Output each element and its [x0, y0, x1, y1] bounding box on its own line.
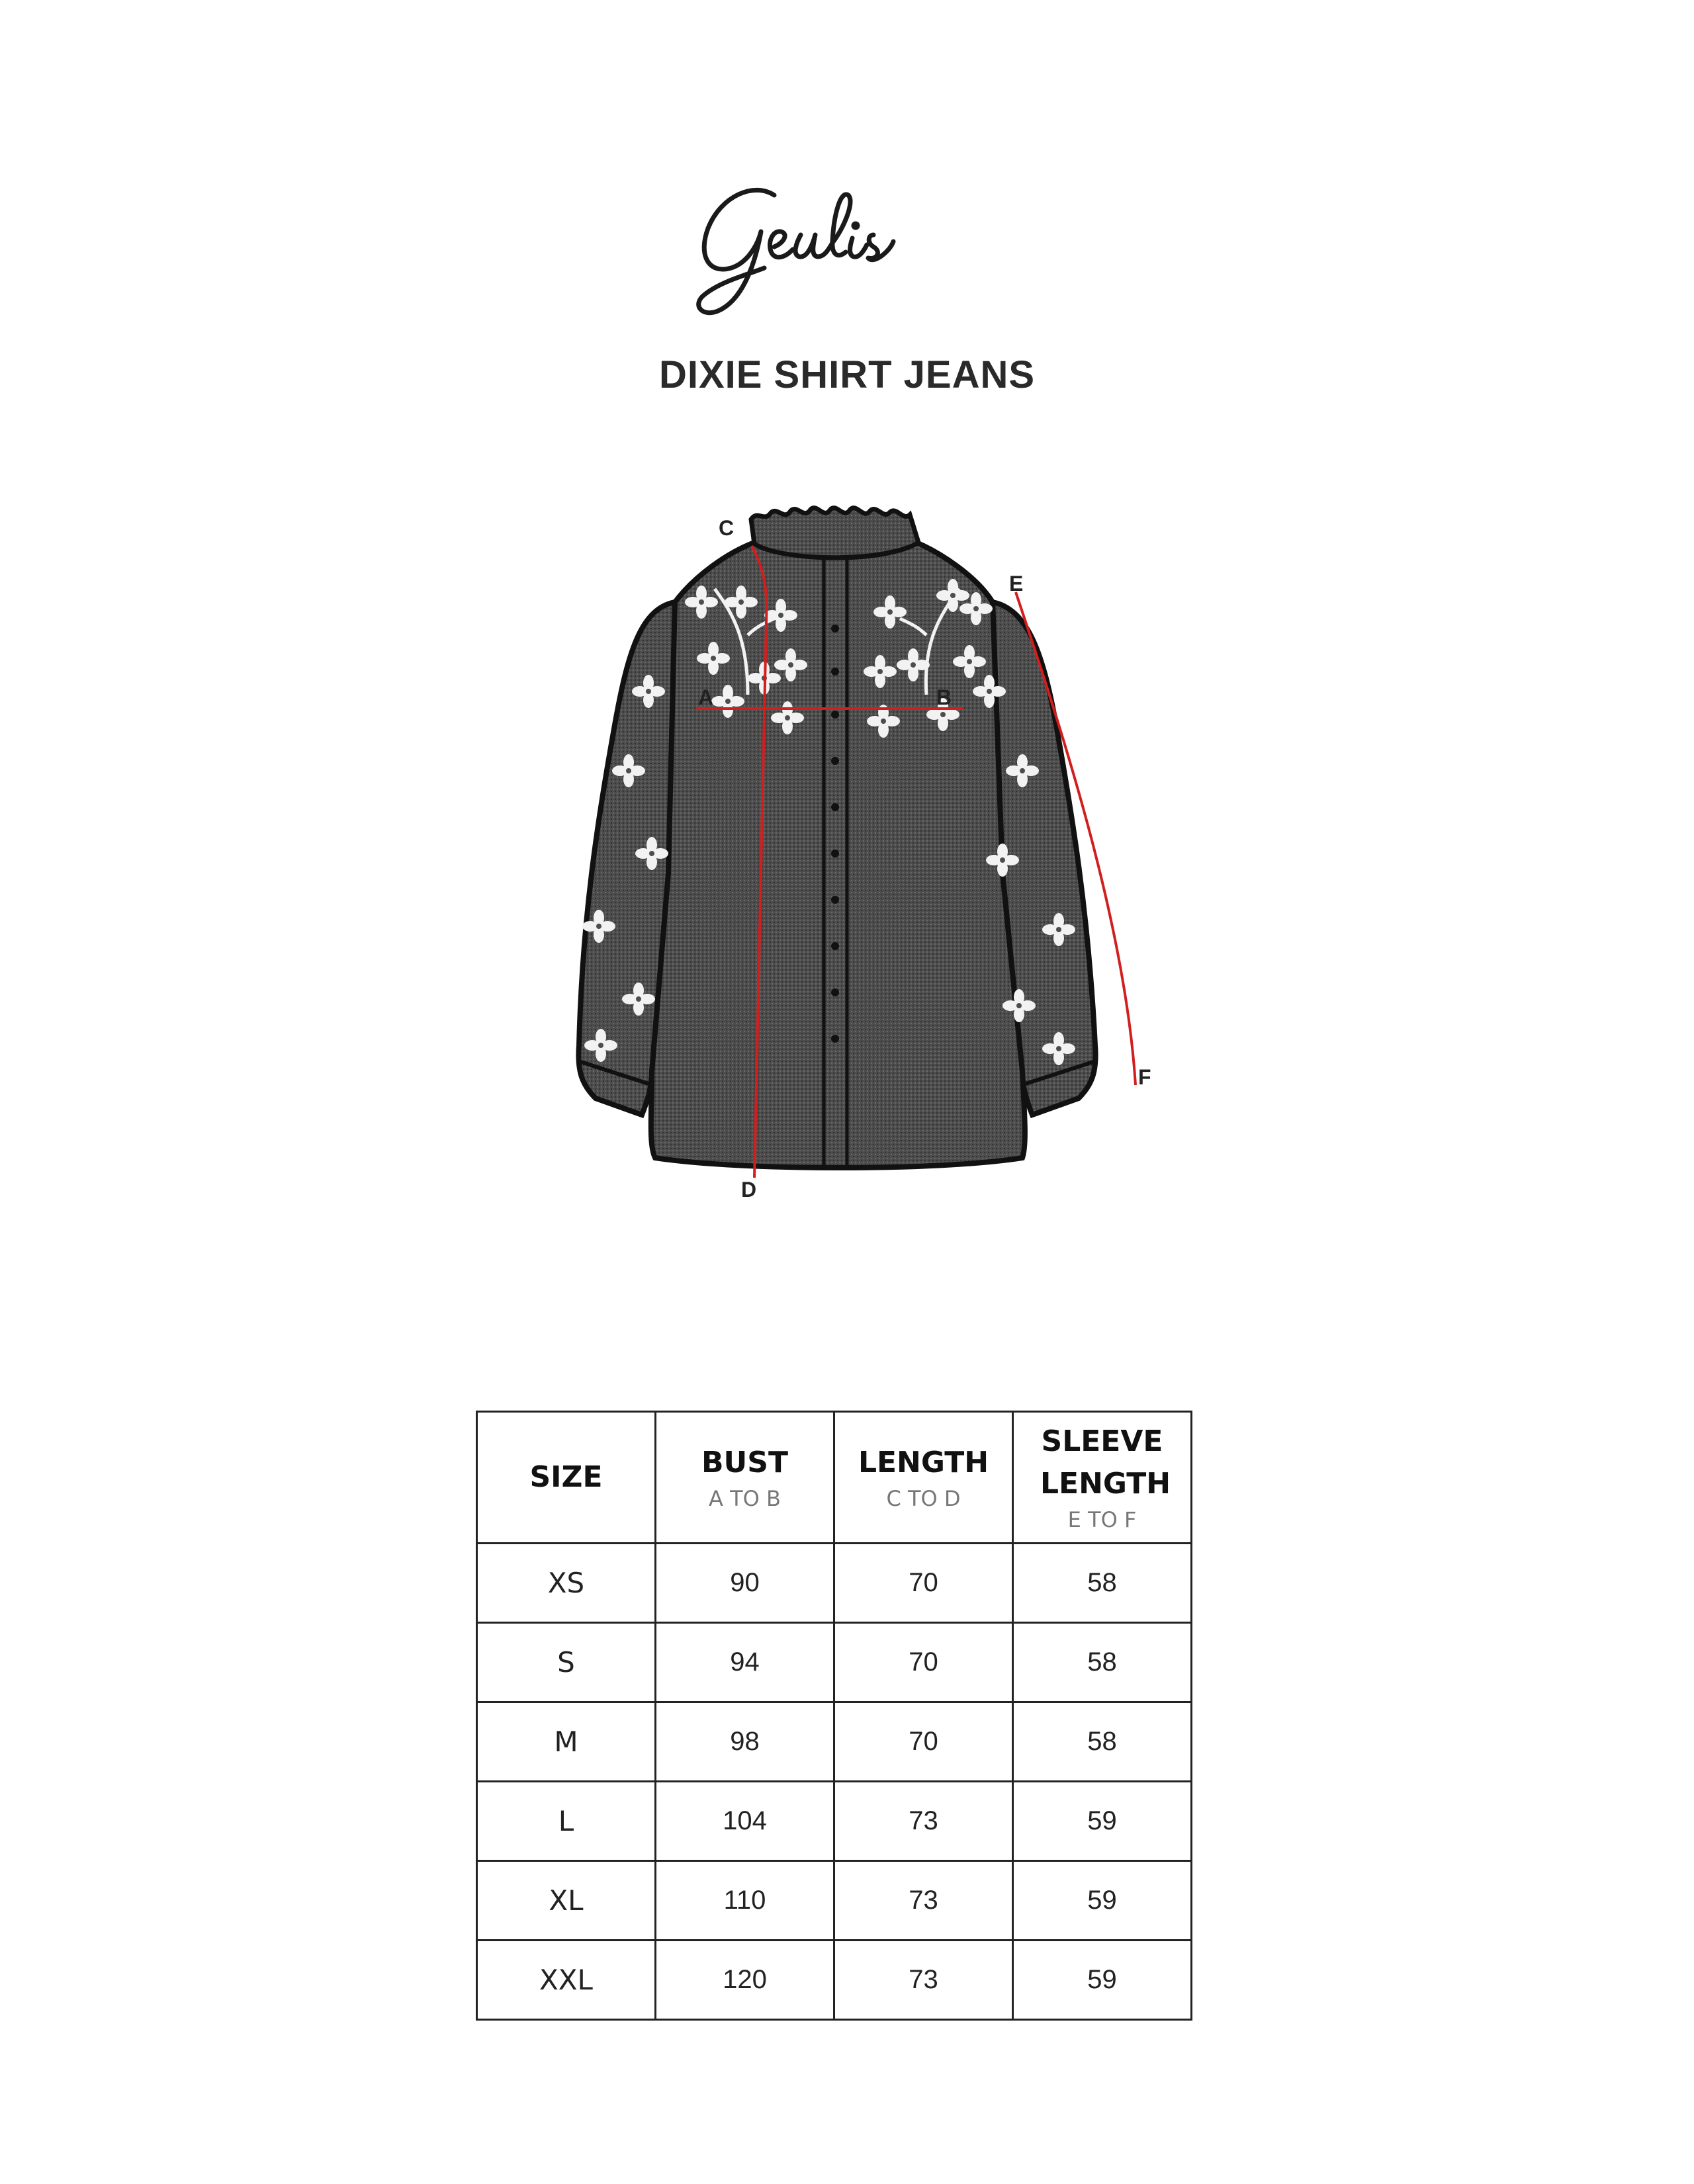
- table-row: [477, 1861, 1192, 1941]
- cell-bust: 104: [656, 1782, 834, 1861]
- point-label-d: D: [741, 1178, 757, 1201]
- header-bust: [656, 1412, 834, 1544]
- cell-sleeve: 59: [1013, 1861, 1192, 1941]
- ruffle-collar: [751, 508, 918, 558]
- shirt-illustration: [529, 503, 1191, 1217]
- header-bust-sub: A TO B: [709, 1486, 781, 1511]
- table-row: [477, 1941, 1192, 2020]
- cell-sleeve: 59: [1013, 1941, 1192, 2020]
- table-header-row: [477, 1412, 1192, 1544]
- cell-bust: 98: [656, 1702, 834, 1782]
- cell-size: M: [477, 1702, 656, 1782]
- page-title: DIXIE SHIRT JEANS: [658, 353, 1036, 396]
- brand-logo: [675, 169, 953, 341]
- table-row: [477, 1544, 1192, 1623]
- point-label-e: E: [1009, 572, 1024, 595]
- header-length: [834, 1412, 1013, 1544]
- cell-length: 73: [834, 1861, 1013, 1941]
- cell-length: 70: [834, 1623, 1013, 1702]
- header-bust-label: BUST: [701, 1446, 788, 1479]
- cell-bust: 110: [656, 1861, 834, 1941]
- cell-sleeve: 58: [1013, 1623, 1192, 1702]
- cell-length: 70: [834, 1702, 1013, 1782]
- cell-size: S: [477, 1623, 656, 1702]
- cell-bust: 94: [656, 1623, 834, 1702]
- table-row: [477, 1623, 1192, 1702]
- cell-size: XL: [477, 1861, 656, 1941]
- header-size-label: SIZE: [529, 1460, 603, 1494]
- cell-sleeve: 59: [1013, 1782, 1192, 1861]
- header-length-label: LENGTH: [858, 1446, 989, 1479]
- table-row: [477, 1702, 1192, 1782]
- cell-sleeve: 58: [1013, 1702, 1192, 1782]
- header-sleeve-label: SLEEVE LENGTH: [1040, 1424, 1171, 1501]
- cell-length: 73: [834, 1941, 1013, 2020]
- cell-length: 73: [834, 1782, 1013, 1861]
- header-length-sub: C TO D: [886, 1486, 961, 1511]
- cell-size: XXL: [477, 1941, 656, 2020]
- cell-length: 70: [834, 1544, 1013, 1623]
- point-label-a: A: [698, 685, 714, 709]
- cell-size: L: [477, 1782, 656, 1861]
- point-label-c: C: [719, 516, 735, 540]
- cell-bust: 120: [656, 1941, 834, 2020]
- cell-size: XS: [477, 1544, 656, 1623]
- cell-bust: 90: [656, 1544, 834, 1623]
- header-sleeve-sub: E TO F: [1067, 1507, 1137, 1532]
- table-row: [477, 1782, 1192, 1861]
- point-label-b: B: [936, 685, 952, 709]
- header-size: [477, 1412, 656, 1544]
- cell-sleeve: 58: [1013, 1544, 1192, 1623]
- point-label-f: F: [1138, 1065, 1151, 1089]
- shirt-diagram: [529, 503, 1191, 1217]
- size-chart-table: [476, 1411, 1192, 2021]
- header-sleeve: [1013, 1412, 1192, 1544]
